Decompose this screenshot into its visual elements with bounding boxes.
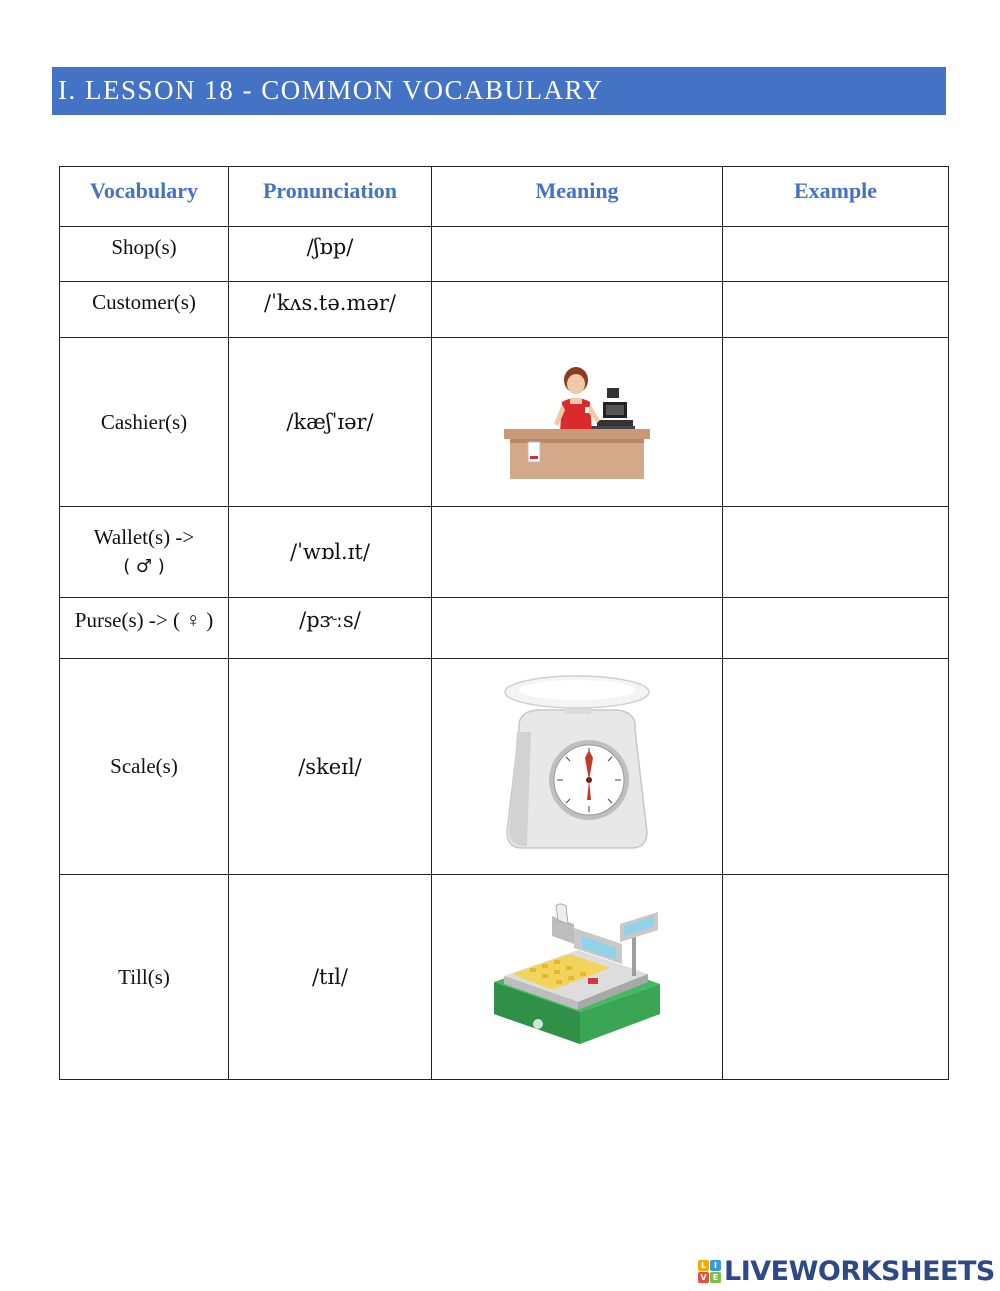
vocab-word: Scale(s) <box>60 659 229 875</box>
header-vocabulary: Vocabulary <box>60 167 229 227</box>
table-header-row <box>60 167 949 227</box>
header-pronunciation: Pronunciation <box>229 167 432 227</box>
meaning-cell[interactable] <box>432 598 723 659</box>
vocab-word: Till(s) <box>60 875 229 1080</box>
example-cell[interactable] <box>723 507 949 598</box>
vocab-pronunciation: /kæʃˈɪər/ <box>229 338 432 507</box>
meaning-cell[interactable] <box>432 338 723 507</box>
ipa-text: /ˈkʌs.tə.mər/ <box>264 290 396 315</box>
gender-symbol: ( ♂ ) <box>123 556 165 577</box>
example-cell[interactable] <box>723 659 949 875</box>
word-text: Shop(s) <box>111 234 177 259</box>
word-text: Wallet(s) -> <box>93 525 195 549</box>
cash-register-illustration <box>490 902 665 1052</box>
meaning-cell[interactable] <box>432 227 723 282</box>
example-cell[interactable] <box>723 227 949 282</box>
vocab-pronunciation <box>229 227 432 282</box>
word-text: Purse(s) -> ( ♀ ) <box>74 607 214 632</box>
vocab-pronunciation: /skeɪl/ <box>229 659 432 875</box>
word-text: Customer(s) <box>92 290 196 314</box>
table-row <box>60 507 949 598</box>
ipa-text: /ʃɒp/ <box>306 235 354 259</box>
meaning-cell[interactable] <box>432 282 723 338</box>
table-row <box>60 659 949 875</box>
meaning-cell[interactable] <box>432 659 723 875</box>
table-row <box>60 282 949 338</box>
vocab-pronunciation: /ˈwɒl.ɪt/ <box>229 507 432 598</box>
logo-letter: L <box>698 1260 709 1271</box>
vocab-word <box>60 282 229 338</box>
table-row <box>60 227 949 282</box>
vocab-word <box>60 227 229 282</box>
example-cell[interactable] <box>723 598 949 659</box>
logo-text: LIVEWORKSHEETS <box>724 1255 995 1287</box>
vocab-pronunciation <box>229 282 432 338</box>
example-cell[interactable] <box>723 338 949 507</box>
example-cell[interactable] <box>723 875 949 1080</box>
meaning-cell[interactable] <box>432 875 723 1080</box>
cashier-illustration <box>502 362 652 482</box>
logo-letter: E <box>710 1272 721 1283</box>
logo-squares-icon <box>698 1260 721 1283</box>
vocab-pronunciation <box>229 598 432 659</box>
vocab-word <box>60 507 229 598</box>
meaning-cell[interactable] <box>432 507 723 598</box>
logo-letter: V <box>698 1272 709 1283</box>
example-cell[interactable] <box>723 282 949 338</box>
header-meaning: Meaning <box>432 167 723 227</box>
kitchen-scale-illustration <box>497 672 657 862</box>
header-example: Example <box>723 167 949 227</box>
lesson-title: I. LESSON 18 - COMMON VOCABULARY <box>52 67 946 115</box>
table-row <box>60 598 949 659</box>
vocab-word <box>60 598 229 659</box>
vocabulary-table <box>59 166 949 1080</box>
vocab-pronunciation: /tɪl/ <box>229 875 432 1080</box>
ipa-text: /pɝːs/ <box>299 608 361 632</box>
vocab-word: Cashier(s) <box>60 338 229 507</box>
logo-letter: I <box>710 1260 721 1271</box>
table-row <box>60 875 949 1080</box>
table-row <box>60 338 949 507</box>
liveworksheets-logo[interactable] <box>698 1256 995 1286</box>
